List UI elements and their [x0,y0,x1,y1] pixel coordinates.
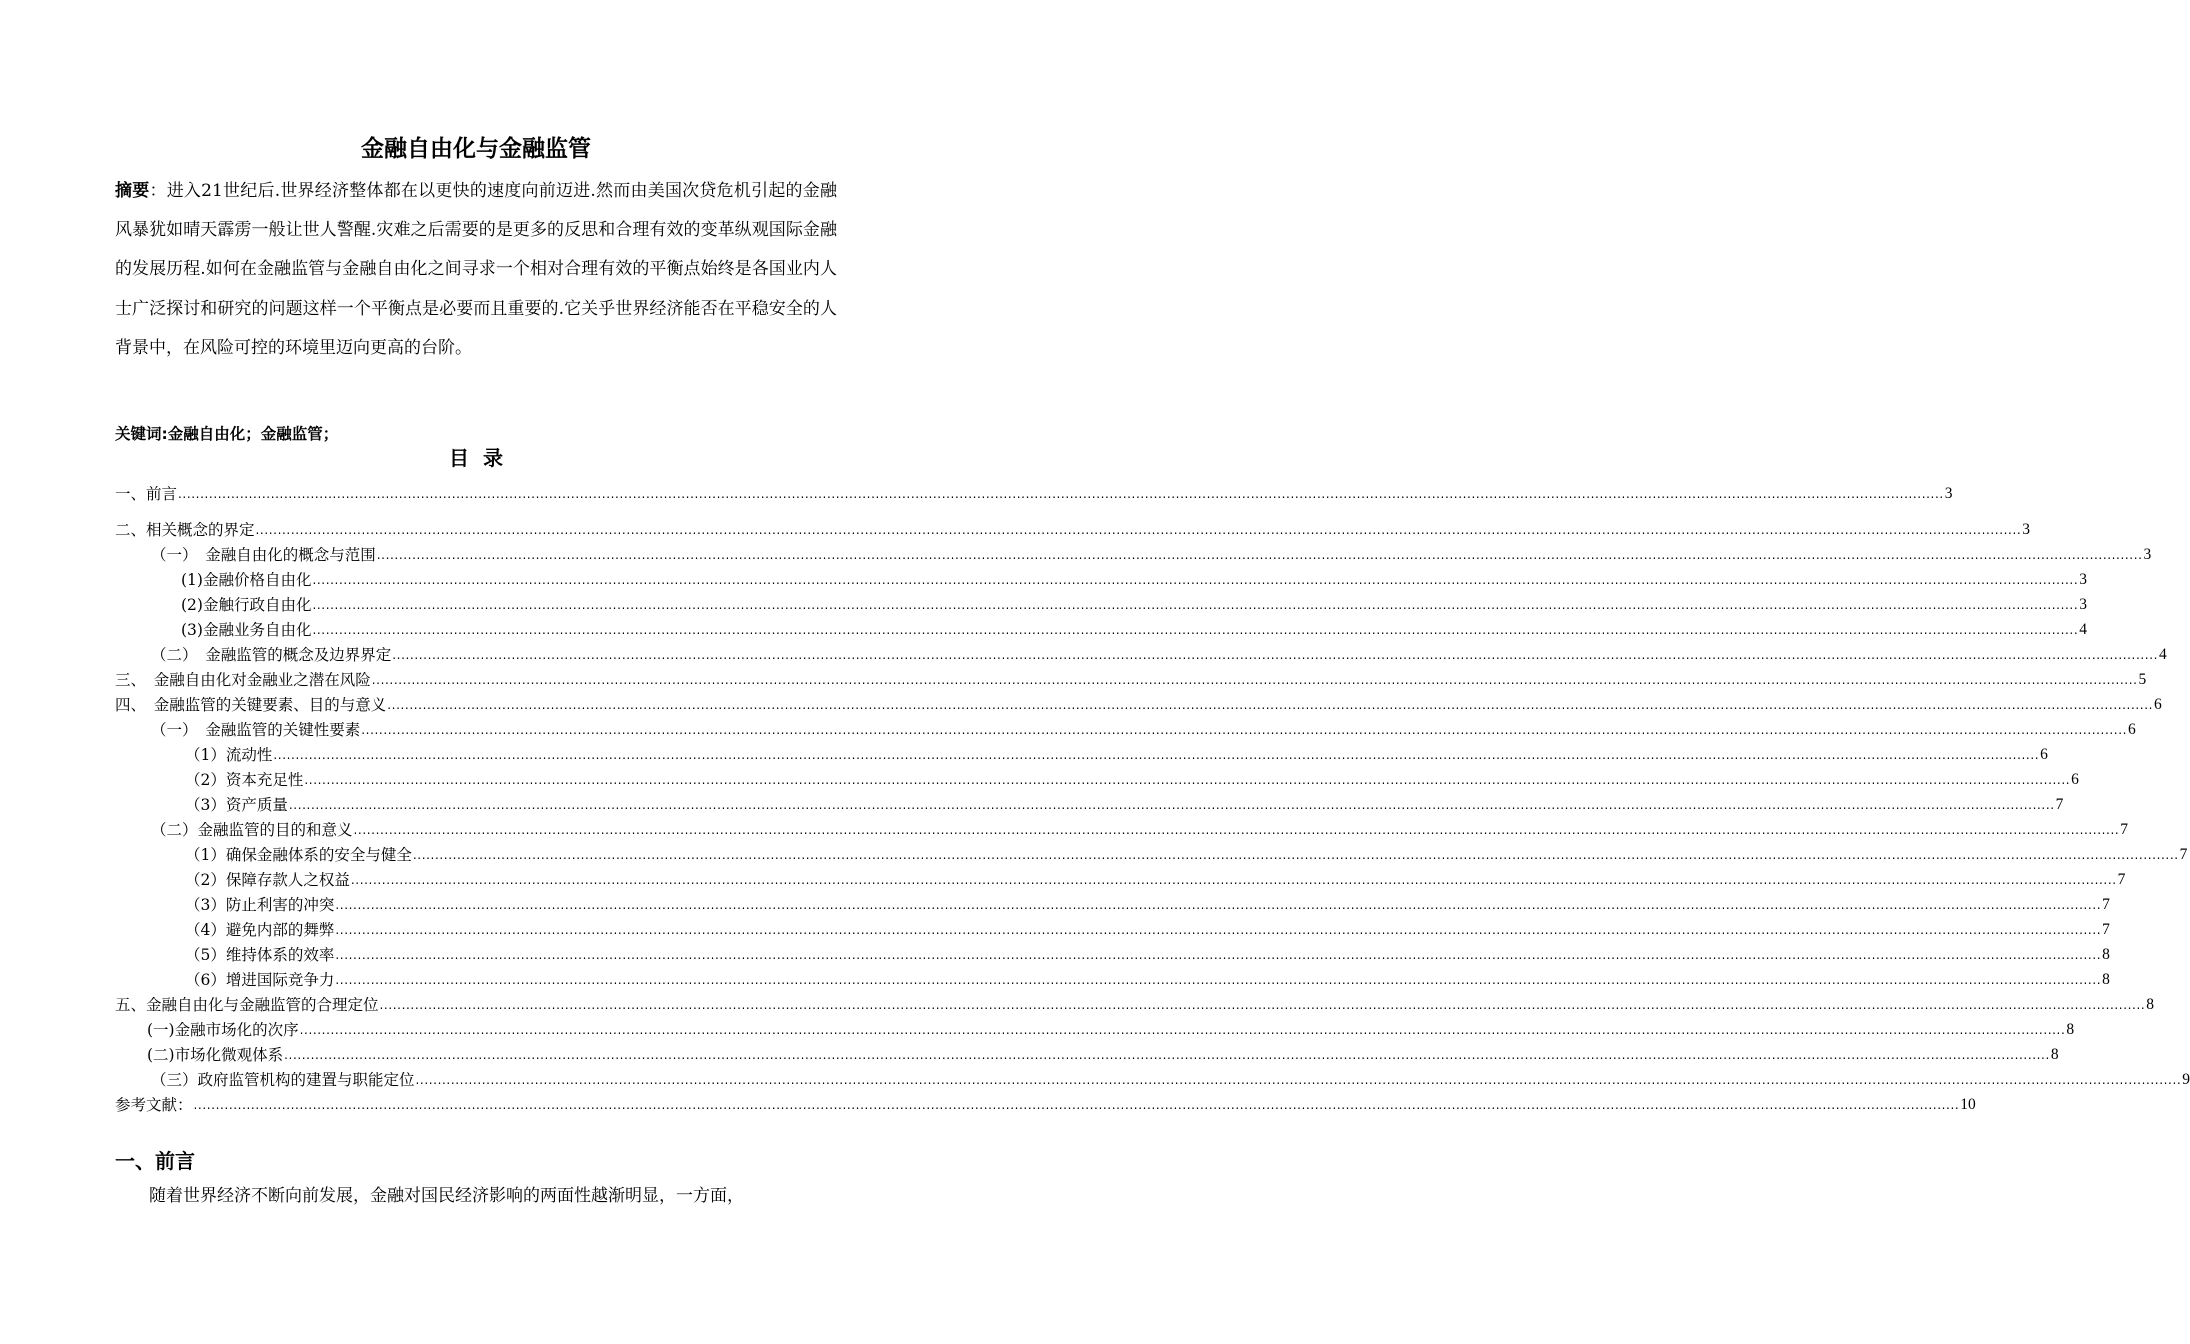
toc-entry-page-number: 8 [2102,946,2110,963]
toc-entry-label: 三、 金融自由化对金融业之潜在风险 [115,671,371,689]
section-heading-preface: 一、前言 [115,1149,195,1173]
toc-entry-page-number: 4 [2159,646,2167,663]
toc-entry-page-number: 7 [2102,921,2110,938]
document-title: 金融自由化与金融监管 [361,136,591,162]
toc-entry-page-number: 3 [2079,596,2087,613]
toc-entry-page-number: 7 [2120,821,2129,838]
toc-entry-page-number: 10 [1960,1096,1976,1113]
toc-leader-dots: ................................................................................................................................................................................................................................................................................................................................................................................................................ [387,698,2154,712]
toc-entry[interactable] [151,641,2167,666]
toc-entry-page-number: 7 [2179,846,2188,863]
toc-leader-dots: ................................................................................................................................................................................................................................................................................................................................................................................................................ [304,773,2071,787]
toc-entry[interactable] [185,741,2048,766]
toc-entry[interactable] [115,1091,1976,1116]
toc-entry-page-number: 8 [2050,1046,2059,1063]
toc-entry-label: （3）资产质量 [185,796,288,814]
toc-entry-label: （3）防止利害的冲突 [185,896,335,914]
toc-leader-dots: ................................................................................................................................................................................................................................................................................................................................................................................................................ [312,573,2079,587]
toc-leader-dots: ................................................................................................................................................................................................................................................................................................................................................................................................................ [284,1048,2050,1062]
toc-entry[interactable] [151,816,2129,841]
toc-leader-dots: ................................................................................................................................................................................................................................................................................................................................................................................................................ [312,623,2079,637]
toc-entry-page-number: 9 [2182,1071,2190,1088]
toc-entry-label: （二） 金融监管的概念及边界界定 [151,646,392,664]
abstract [115,172,837,368]
toc-entry-label: 五、金融自由化与金融监管的合理定位 [115,996,379,1014]
toc-entry-label: （2）资本充足性 [185,771,304,789]
toc-entry-label: (1)金融价格自由化 [181,571,312,589]
toc-entry-label: （2）保障存款人之权益 [185,871,350,889]
toc-entry[interactable] [185,891,2110,916]
toc-entry-page-number: 8 [2102,971,2110,988]
toc-entry-page-number: 6 [2071,771,2079,788]
toc-entry-label: 二、相关概念的界定 [115,521,255,539]
toc-entry-page-number: 8 [2146,996,2155,1013]
toc-entry[interactable] [151,1066,2190,1091]
toc-entry-page-number: 3 [2143,546,2152,563]
toc-leader-dots: ................................................................................................................................................................................................................................................................................................................................................................................................................ [273,748,2040,762]
toc-entry[interactable] [185,841,2188,866]
toc-leader-dots: ................................................................................................................................................................................................................................................................................................................................................................................................................ [335,948,2102,962]
toc-entry-label: 一、前言 [115,485,178,503]
toc-entry-page-number: 3 [2022,521,2031,538]
toc-entry[interactable] [185,941,2110,966]
toc-entry[interactable] [115,666,2147,691]
toc-entry[interactable] [185,791,2064,816]
toc-leader-dots: ................................................................................................................................................................................................................................................................................................................................................................................................................ [178,487,1944,501]
toc-entry-page-number: 3 [1944,485,1953,502]
toc-entry[interactable] [185,766,2079,791]
toc-leader-dots: ................................................................................................................................................................................................................................................................................................................................................................................................................ [376,548,2143,562]
toc-entry-label: (3)金融业务自由化 [181,621,312,639]
toc-entry-label: 四、 金融监管的关键要素、目的与意义 [115,696,387,714]
toc-entry[interactable] [147,1016,2075,1041]
toc-leader-dots: ................................................................................................................................................................................................................................................................................................................................................................................................................ [335,923,2102,937]
toc-entry-page-number: 7 [2117,871,2126,888]
toc-entry[interactable] [181,566,2087,591]
toc-entry-page-number: 3 [2079,571,2087,588]
toc-entry[interactable] [115,480,1953,505]
toc-entry-label: （三）政府监管机构的建置与职能定位 [151,1071,415,1089]
toc-leader-dots: ................................................................................................................................................................................................................................................................................................................................................................................................................ [415,1073,2182,1087]
abstract-separator: ： [149,181,167,201]
toc-entry-page-number: 6 [2154,696,2162,713]
toc-entry-page-number: 6 [2128,721,2136,738]
toc-leader-dots: ................................................................................................................................................................................................................................................................................................................................................................................................................ [299,1023,2066,1037]
toc-entry[interactable] [181,616,2087,641]
keywords: 关键词:金融自由化；金融监管； [115,425,339,443]
toc-entry-label: （1）确保金融体系的安全与健全 [185,846,412,864]
toc-entry-page-number: 5 [2138,671,2147,688]
toc-entry-label: (2)金触行政自由化 [181,596,312,614]
toc-leader-dots: ................................................................................................................................................................................................................................................................................................................................................................................................................ [288,798,2055,812]
toc-entry[interactable] [115,691,2162,716]
toc-entry-label: （一） 金融自由化的概念与范围 [151,546,376,564]
toc-entry[interactable] [181,591,2087,616]
toc-entry-page-number: 4 [2079,621,2087,638]
toc-leader-dots: ................................................................................................................................................................................................................................................................................................................................................................................................................ [312,598,2079,612]
toc-entry-label: (二)市场化微观体系 [147,1046,284,1064]
toc-entry[interactable] [151,541,2152,566]
toc-entry[interactable] [185,966,2110,991]
toc-entry[interactable] [185,916,2110,941]
toc-entry-page-number: 6 [2040,746,2048,763]
toc-entry[interactable] [185,866,2126,891]
toc-leader-dots: ................................................................................................................................................................................................................................................................................................................................................................................................................ [392,648,2159,662]
toc-entry-label: （二）金融监管的目的和意义 [151,821,353,839]
toc-leader-dots: ................................................................................................................................................................................................................................................................................................................................................................................................................ [371,673,2138,687]
toc-leader-dots: ................................................................................................................................................................................................................................................................................................................................................................................................................ [193,1098,1960,1112]
abstract-text: 进入21世纪后.世界经济整体都在以更快的速度向前迈进.然而由美国次贷危机引起的金融风暴犹如晴天霹雳一般让世人警醒.灾难之后需要的是更多的反思和合理有效的变革纵观国际金融的发展历程.如何在金融监管与金融自由化之间寻求一个相对合理有效的平衡点始终是各国业内人士广泛探讨和研究的问题这样一个平衡点是必要而且重要的.它关乎世界经济能否在平稳安全的人背景中，在风险可控的环境里迈向更高的台阶。 [115,181,838,358]
toc-entry-label: （5）维持体系的效率 [185,946,335,964]
toc-entry-label: 参考文献： [115,1096,193,1114]
toc-entry-label: （1）流动性 [185,746,273,764]
toc-entry-label: (一)金融市场化的次序 [147,1021,299,1039]
toc-leader-dots: ................................................................................................................................................................................................................................................................................................................................................................................................................ [412,848,2179,862]
toc-leader-dots: ................................................................................................................................................................................................................................................................................................................................................................................................................ [335,898,2102,912]
toc-entry-label: （6）增进国际竞争力 [185,971,335,989]
toc-entry[interactable] [151,716,2136,741]
toc-leader-dots: ................................................................................................................................................................................................................................................................................................................................................................................................................ [353,823,2120,837]
toc-leader-dots: ................................................................................................................................................................................................................................................................................................................................................................................................................ [255,523,2022,537]
section-paragraph: 随着世界经济不断向前发展，金融对国民经济影响的两面性越渐明显，一方面， [149,1186,744,1206]
toc-entry[interactable] [147,1041,2059,1066]
abstract-label: 摘要 [115,181,150,201]
toc-leader-dots: ................................................................................................................................................................................................................................................................................................................................................................................................................ [350,873,2117,887]
toc-entry[interactable] [115,516,2031,541]
toc-title: 目录 [449,446,517,470]
toc-entry-page-number: 8 [2066,1021,2075,1038]
toc-leader-dots: ................................................................................................................................................................................................................................................................................................................................................................................................................ [335,973,2102,987]
toc-leader-dots: ................................................................................................................................................................................................................................................................................................................................................................................................................ [379,998,2146,1012]
toc-entry-page-number: 7 [2102,896,2110,913]
toc-leader-dots: ................................................................................................................................................................................................................................................................................................................................................................................................................ [361,723,2128,737]
toc-entry[interactable] [115,991,2155,1016]
toc-entry-page-number: 7 [2055,796,2064,813]
toc-entry-label: （一） 金融监管的关键性要素 [151,721,361,739]
toc-entry-label: （4）避免内部的舞弊 [185,921,335,939]
